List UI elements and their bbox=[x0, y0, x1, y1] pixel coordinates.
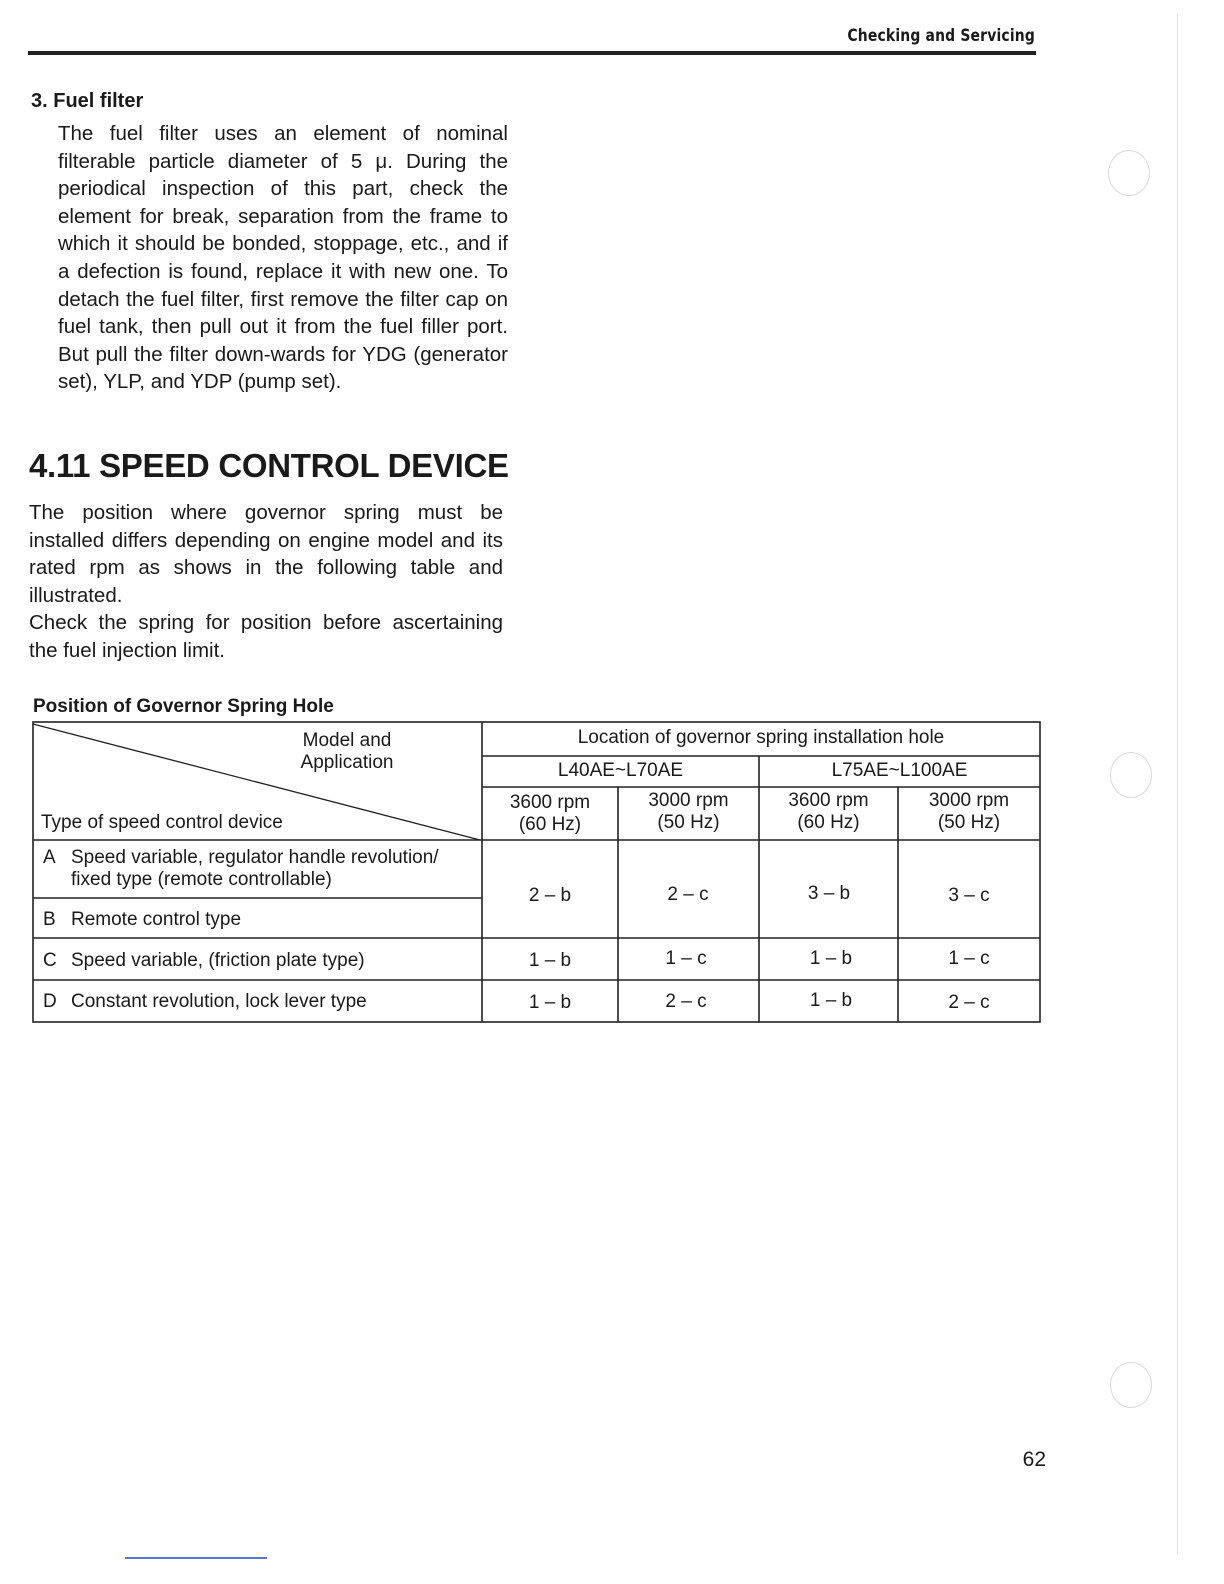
binder-hole-mark bbox=[1110, 752, 1152, 798]
page-number: 62 bbox=[1022, 1448, 1046, 1471]
value-ab-3: 3 – b bbox=[807, 883, 851, 904]
row-label-c: Speed variable, (friction plate type) bbox=[71, 950, 365, 971]
rpm-value: 3000 rpm bbox=[648, 790, 729, 811]
hz-value: (60 Hz) bbox=[797, 812, 860, 833]
section-title: 4.11 SPEED CONTROL DEVICE bbox=[29, 447, 509, 484]
rpm-header-4 bbox=[898, 790, 1040, 834]
value-c-2: 1 – c bbox=[665, 948, 707, 969]
row-label-a bbox=[71, 847, 439, 891]
value-c-3: 1 – b bbox=[809, 948, 853, 969]
running-header: Checking and Servicing bbox=[847, 26, 1035, 46]
value-ab-1: 2 – b bbox=[528, 885, 572, 906]
rpm-value: 3600 rpm bbox=[788, 790, 869, 811]
section-paragraph-1: The position where governor spring must be installed differs depending on engine model and its rated rpm as shows in the following table and illustrated. bbox=[29, 501, 503, 607]
binder-hole-mark bbox=[1110, 1362, 1152, 1408]
row-label-line: Speed variable, regulator handle revolution/ bbox=[71, 847, 439, 868]
header-rule bbox=[28, 51, 1036, 55]
row-letter-d: D bbox=[43, 991, 57, 1012]
value-c-4: 1 – c bbox=[948, 948, 990, 969]
row-label-d: Constant revolution, lock lever type bbox=[71, 991, 367, 1012]
page-edge-line bbox=[1177, 14, 1178, 1554]
row-letter-a: A bbox=[43, 847, 56, 868]
rpm-header-1 bbox=[482, 792, 618, 836]
rpm-header-3 bbox=[759, 790, 898, 834]
section-paragraph-2: Check the spring for position before ascertaining the fuel injection limit. bbox=[29, 611, 503, 662]
hz-value: (50 Hz) bbox=[937, 812, 1001, 833]
corner-bottom-label: Type of speed control device bbox=[41, 812, 283, 833]
hz-value: (60 Hz) bbox=[518, 814, 582, 835]
row-letter-c: C bbox=[43, 950, 57, 971]
value-d-4: 2 – c bbox=[948, 992, 990, 1013]
value-c-1: 1 – b bbox=[528, 950, 572, 971]
model-group-2: L75AE~L100AE bbox=[831, 760, 968, 781]
value-ab-2: 2 – c bbox=[667, 884, 709, 905]
hz-value: (50 Hz) bbox=[657, 812, 720, 833]
model-group-1: L40AE~L70AE bbox=[557, 760, 684, 781]
fuel-filter-paragraph: The fuel filter uses an element of nominal filterable particle diameter of 5 μ. During the periodical inspection of this part, check the element for break, separation from the frame to which it should be bonded, stoppage, etc., and if a defection is found, replace it with new one. To detach the fuel filter, first remove the filter cap on fuel tank, then pull out it from the fuel filler port. But pull the filter down-wards for YDG (generator set), YLP, and YDP (pump set). bbox=[58, 122, 508, 394]
rpm-value: 3600 rpm bbox=[509, 792, 591, 813]
rpm-header-2 bbox=[618, 790, 759, 834]
table-caption: Position of Governor Spring Hole bbox=[33, 696, 334, 717]
row-label-b: Remote control type bbox=[71, 909, 242, 930]
fuel-filter-heading: 3. Fuel filter bbox=[31, 90, 144, 112]
binder-hole-mark bbox=[1108, 150, 1150, 196]
row-letter-b: B bbox=[43, 909, 56, 930]
value-d-1: 1 – b bbox=[528, 992, 572, 1013]
corner-top-label: Model and Application bbox=[300, 730, 394, 773]
value-d-2: 2 – c bbox=[665, 991, 707, 1012]
value-d-3: 1 – b bbox=[809, 990, 853, 1011]
location-header: Location of governor spring installation hole bbox=[577, 727, 945, 748]
bottom-rule bbox=[125, 1557, 267, 1559]
row-label-line: fixed type (remote controllable) bbox=[71, 869, 332, 890]
rpm-value: 3000 rpm bbox=[928, 790, 1010, 811]
section-intro bbox=[29, 499, 503, 665]
value-ab-4: 3 – c bbox=[948, 885, 990, 906]
